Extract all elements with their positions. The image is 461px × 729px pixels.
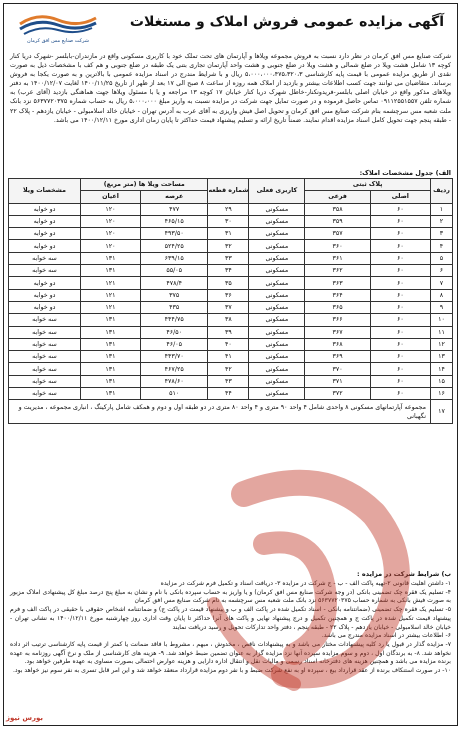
intro-paragraph: شرکت صنایع مس افق کرمان در نظر دارد نسبت به فروش مجموعه ویلاها و آپارتمان های تحت تملک خود با کاربری مسکونی واقع در مازندران-بابلسر -شهرک دریا کنار کوچه ۱۳ شامل هشت ویلا در ضلع شمالی و هشت ویلا در ضلع جنوبی و هشت واحد آپارتمان تجاری بتنی یک طبقه در ضلع جنوبی و هم کف با مشخصات ذیل به صورت نقدی از طریق مزایده عمومی با قیمت پایه کارشناسی ۵،۰۰۰،۰۰۰،۴۷۵،۳۲۰،۳ ریال و با شرایط مندرج در اسناد مزایده عمومی با بالاترین و به صورت یکجا به فروش برساند. متقاضیان می توانند جهت کسب اطلاعات بیشتر و بازدید از املاک همه روزه از ساعت ۸ صبح الی ۱۷ بعد از ظهر از تاریخ ۱۴۰۰/۱۱/۲۵ لغایت ۱۴۰۰/۱۲/۰۷ به دفتر ویلاهای مذکور واقع در خیابان اصلی بابلسر-فریدونکنار-خاطل شهرک دریا کنار خیابان ۱۷ کوچه ۱۳ مراجعه و یا با مسئول ویلاها جهت هماهنگی بازدید (آقای عرب) به شماره تلفن ۰۹۱۱۲۵۵۱۵۵۷ تماس حاصل فرموده و در صورت تمایل جهت شرکت در مزایده نسبت به واریز مبلغ ۵،۰۰۰،۰۰۰ ریال به حساب شماره ۵۶۳۷۷۲۰۳۷۵ نزد بانک ملت شعبه مس سرچشمه بنام شرکت صنایع مس افق کرمان و تحویل اصل فیش واریزی به آقای عرب به آدرس تهران - خیابان خالد اسلامبولی - خیابان یازدهم - پلاک ۲۲ - طبقه پنجم جهت تحویل کامل اسناد مزایده اقدام نمایند. ضمناً تاریخ ارائه و تسلیم پیشنهاد قیمت حداکثر تا پایان زمان اداری مورخ ۱۴۰۰/۱۲/۱۱ می باشد. xyxy=(10,53,452,124)
header-villa-spec: مشخصات ویلا xyxy=(9,179,81,204)
cell-building-area: ۱۳۱ xyxy=(81,314,141,326)
cell-building-area: ۱۲۱ xyxy=(81,277,141,289)
assets-table xyxy=(8,178,453,424)
table-row xyxy=(9,375,453,387)
logo-caption: شرکت صنایع مس افق کرمان xyxy=(27,38,89,44)
cell-row-number: ۶ xyxy=(431,265,453,277)
cell-building-area: ۱۲۱ xyxy=(81,301,141,313)
cell-unit-number: ۴۰ xyxy=(208,338,249,350)
cell-unit-number: ۳۸ xyxy=(208,314,249,326)
cell-villa-spec: سه خوابه xyxy=(9,388,81,400)
cell-usage: مسکونی xyxy=(249,338,305,350)
cell-villa-spec: سه خوابه xyxy=(9,375,81,387)
cell-row-number: ۲ xyxy=(431,215,453,227)
cell-land-area: ۳۷۵ xyxy=(140,289,207,301)
cell-villa-spec: سه خوابه xyxy=(9,351,81,363)
cell-row-number: ۱۴ xyxy=(431,363,453,375)
cell-plak-main: ۶۰ xyxy=(370,228,430,240)
table-row xyxy=(9,228,453,240)
cell-plak-main: ۶۰ xyxy=(370,338,430,350)
cell-villa-spec: سه خوابه xyxy=(9,326,81,338)
cell-land-area: ۵۲۴/۲۵ xyxy=(140,240,207,252)
table-row xyxy=(9,203,453,215)
cell-plak-sub: ۳۷۰ xyxy=(305,363,370,375)
assets-table-body xyxy=(9,203,453,424)
cell-row-number: ۱ xyxy=(431,203,453,215)
cell-plak-main: ۶۰ xyxy=(370,215,430,227)
cell-plak-sub: ۳۶۸ xyxy=(305,338,370,350)
cell-plak-main: ۶۰ xyxy=(370,388,430,400)
cell-row-number: ۵ xyxy=(431,252,453,264)
header-building-area: اعیان xyxy=(81,191,141,203)
cell-building-area: ۱۲۱ xyxy=(81,289,141,301)
cell-building-area: ۱۳۱ xyxy=(81,326,141,338)
cell-building-area: ۱۲۰ xyxy=(81,203,141,215)
cell-plak-sub: ۳۷۱ xyxy=(305,375,370,387)
cell-building-area: ۱۲۰ xyxy=(81,240,141,252)
cell-usage: مسکونی xyxy=(249,215,305,227)
cell-plak-main: ۶۰ xyxy=(370,252,430,264)
cell-usage: مسکونی xyxy=(249,277,305,289)
cell-row-number: ۱۰ xyxy=(431,314,453,326)
table-row xyxy=(9,289,453,301)
cell-land-area: ۴۹۳/۵۰ xyxy=(140,228,207,240)
cell-plak-main: ۶۰ xyxy=(370,240,430,252)
cell-land-area: ۴۶/۵۰ xyxy=(140,326,207,338)
header-plak: پلاک ثبتی xyxy=(305,179,431,191)
cell-land-area: ۴۷۸/۶۰ xyxy=(140,375,207,387)
table-row-apartments xyxy=(9,400,453,424)
cell-land-area: ۴۴۴/۷۵ xyxy=(140,314,207,326)
header-usage: کاربری فعلی xyxy=(249,179,305,204)
cell-plak-sub: ۳۶۹ xyxy=(305,351,370,363)
cell-unit-number: ۳۴ xyxy=(208,265,249,277)
cell-usage: مسکونی xyxy=(249,289,305,301)
cell-building-area: ۱۲۰ xyxy=(81,228,141,240)
company-logo xyxy=(10,8,106,48)
cell-usage: مسکونی xyxy=(249,363,305,375)
cell-building-area: ۱۳۱ xyxy=(81,265,141,277)
cell-row-number: ۱۱ xyxy=(431,326,453,338)
cell-villa-spec: دو خوابه xyxy=(9,215,81,227)
cell-row-number: ۱۷ xyxy=(431,400,453,424)
cell-plak-sub: ۳۵۹ xyxy=(305,215,370,227)
condition-item: ۴- تسلیم یک فقره چک تضمینی بانکی (در وجه شرکت صنایع مس افق کرمان) و یا واریز به حساب سپرده بانکی با نام و نشان به مبلغ پنج درصد مبلغ کل پیشنهادی املاک مزبور به صورت فیش بانکی به شماره حساب ۵۶۳۷۷۲۰۳۷۵ نزد بانک ملت شعبه مس سرچشمه به نام شرکت صنایع مس افق کرمان xyxy=(10,588,451,605)
cell-plak-sub: ۳۶۲ xyxy=(305,265,370,277)
cell-usage: مسکونی xyxy=(249,228,305,240)
cell-land-area: ۵۵/۰۵ xyxy=(140,265,207,277)
cell-land-area: ۶۳۹/۱۵ xyxy=(140,252,207,264)
cell-unit-number: ۳۵ xyxy=(208,277,249,289)
cell-unit-number: ۳۹ xyxy=(208,326,249,338)
cell-plak-main: ۶۰ xyxy=(370,326,430,338)
condition-item: ۱۰- در صورت استنکاف برنده از عقد قرارداد بیع ، سپرده او به نفع شرکت ضبط و با نفر دوم مزایده قرارداد منعقد خواهد شد و این امر قابل تسری به نفر سوم نیز خواهد بود. xyxy=(12,667,451,675)
cell-row-number: ۱۳ xyxy=(431,351,453,363)
table-row xyxy=(9,326,453,338)
header-unit-number: شماره قطعه xyxy=(208,179,249,204)
cell-land-area: ۴۷۷ xyxy=(140,203,207,215)
cell-building-area: ۱۳۱ xyxy=(81,375,141,387)
cell-land-area: ۵۱۰ xyxy=(140,388,207,400)
source-brand: بورس نیوز xyxy=(6,714,44,722)
cell-usage: مسکونی xyxy=(249,314,305,326)
cell-row-number: ۱۶ xyxy=(431,388,453,400)
cell-plak-sub: ۳۶۱ xyxy=(305,252,370,264)
cell-villa-spec: دو خوابه xyxy=(9,203,81,215)
cell-usage: مسکونی xyxy=(249,351,305,363)
auction-notice xyxy=(3,3,458,726)
cell-usage: مسکونی xyxy=(249,326,305,338)
notice-title: آگهی مزایده عمومی فروش املاک و مستغلات xyxy=(129,14,445,30)
cell-villa-spec: سه خوابه xyxy=(9,265,81,277)
header-row-number: ردیف xyxy=(431,179,453,204)
cell-plak-sub: ۳۶۵ xyxy=(305,301,370,313)
table-row xyxy=(9,265,453,277)
cell-plak-main: ۶۰ xyxy=(370,289,430,301)
cell-unit-number: ۳۱ xyxy=(208,228,249,240)
cell-plak-sub: ۳۶۴ xyxy=(305,289,370,301)
cell-row-number: ۷ xyxy=(431,277,453,289)
cell-row-number: ۹ xyxy=(431,301,453,313)
cell-plak-main: ۶۰ xyxy=(370,363,430,375)
cell-unit-number: ۳۰ xyxy=(208,215,249,227)
condition-item: ۶- اطلاعات بیشتر در اسناد مزایده مندرج می باشد. xyxy=(321,632,451,640)
cell-plak-sub: ۳۶۳ xyxy=(305,277,370,289)
table-row xyxy=(9,363,453,375)
cell-land-area: ۴۶۵/۱۵ xyxy=(140,215,207,227)
cell-plak-main: ۶۰ xyxy=(370,301,430,313)
table-row xyxy=(9,240,453,252)
cell-villa-spec: دو خوابه xyxy=(9,301,81,313)
conditions-title: ب) شرایط شرکت در مزایده : xyxy=(357,570,451,578)
cell-building-area: ۱۳۱ xyxy=(81,363,141,375)
table-row xyxy=(9,351,453,363)
cell-usage: مسکونی xyxy=(249,301,305,313)
cell-land-area: ۴۶/۰۵ xyxy=(140,338,207,350)
cell-unit-number: ۲۹ xyxy=(208,203,249,215)
cell-row-number: ۱۵ xyxy=(431,375,453,387)
cell-unit-number: ۳۷ xyxy=(208,301,249,313)
cell-usage: مسکونی xyxy=(249,252,305,264)
cell-plak-main: ۶۰ xyxy=(370,351,430,363)
cell-villa-spec: سه خوابه xyxy=(9,363,81,375)
cell-land-area: ۴۷۸/۴ xyxy=(140,277,207,289)
conditions-list xyxy=(10,580,451,676)
cell-building-area: ۱۳۱ xyxy=(81,351,141,363)
cell-plak-main: ۶۰ xyxy=(370,265,430,277)
table-row xyxy=(9,277,453,289)
cell-usage: مسکونی xyxy=(249,265,305,277)
cell-plak-main: ۶۰ xyxy=(370,375,430,387)
cell-unit-number: ۴۲ xyxy=(208,363,249,375)
table-row xyxy=(9,215,453,227)
cell-unit-number: ۴۳ xyxy=(208,375,249,387)
cell-land-area: ۴۳۵ xyxy=(140,301,207,313)
cell-unit-number: ۴۴ xyxy=(208,388,249,400)
cell-plak-sub: ۳۷۲ xyxy=(305,388,370,400)
cell-plak-sub: ۳۶۶ xyxy=(305,314,370,326)
header-land-area: عرصه xyxy=(140,191,207,203)
cell-land-area: ۴۶۷/۲۵ xyxy=(140,363,207,375)
header xyxy=(4,4,457,50)
cell-building-area: ۱۳۱ xyxy=(81,388,141,400)
cell-villa-spec: سه خوابه xyxy=(9,314,81,326)
cell-unit-number: ۳۳ xyxy=(208,252,249,264)
cell-villa-spec: دو خوابه xyxy=(9,240,81,252)
cell-apartments-description: مجموعه آپارتمانهای مسکونی ۸ واحدی شامل ۴ واحد ۹۰ متری و ۴ واحد ۸۰ متری در دو طبقه اول و دوم و همکف شامل پارکینگ ، انباری مجموعه ، مدیریت و نگهبانی xyxy=(9,400,431,424)
cell-unit-number: ۳۶ xyxy=(208,289,249,301)
cell-building-area: ۱۳۱ xyxy=(81,338,141,350)
table-row xyxy=(9,252,453,264)
condition-item: ۱- داشتن اهلیت قانونی ۲-تهیه پاکت الف - ب - ج شرکت در مزایده ۳- دریافت اسناد و تکمیل فرم شرکت در مزایده xyxy=(160,580,451,587)
table-row xyxy=(9,301,453,313)
cell-row-number: ۱۲ xyxy=(431,338,453,350)
cell-villa-spec: دو خوابه xyxy=(9,228,81,240)
cell-usage: مسکونی xyxy=(249,203,305,215)
cell-building-area: ۱۲۰ xyxy=(81,215,141,227)
cell-plak-main: ۶۰ xyxy=(370,314,430,326)
cell-plak-sub: ۳۵۷ xyxy=(305,228,370,240)
logo-waves-icon xyxy=(10,8,106,38)
header-plak-sub: فرعی xyxy=(305,191,370,203)
table-caption: الف) جدول مشخصات املاک: xyxy=(359,169,451,177)
cell-unit-number: ۳۲ xyxy=(208,240,249,252)
cell-unit-number: ۴۱ xyxy=(208,351,249,363)
cell-villa-spec: دو خوابه xyxy=(9,277,81,289)
cell-row-number: ۳ xyxy=(431,228,453,240)
condition-item: ۵- تسلیم یک فقره چک تضمینی (ضمانتنامه بانکی - اسناد تکمیل شده در پاکت الف و ب و پیشنهاد قیمت در پاکت ج) و ضمانتنامه اشخاص حقوقی با حقیقی در پاکت الف و فرم پیشنهاد قیمت تکمیل شده در پاکت ج و همچنین تکمیل و درج پیشنهاد نهایی و پاکت های آنرا حداکثر تا پایان وقت اداری روز چهارشنبه مورخ ۱۴۰۰/۱۲/۱۱ به نشانی تهران - خیابان خالد اسلامبولی - خیابان یازدهم - پلاک ۲۲ - طبقه پنجم ، دفتر واحد تدارکات تحویل و رسید دریافت نمایند xyxy=(10,606,451,631)
cell-villa-spec: سه خوابه xyxy=(9,338,81,350)
cell-row-number: ۴ xyxy=(431,240,453,252)
cell-usage: مسکونی xyxy=(249,375,305,387)
cell-building-area: ۱۳۱ xyxy=(81,252,141,264)
cell-villa-spec: سه خوابه xyxy=(9,252,81,264)
table-row xyxy=(9,388,453,400)
cell-plak-main: ۶۰ xyxy=(370,277,430,289)
cell-usage: مسکونی xyxy=(249,240,305,252)
cell-plak-sub: ۳۶۰ xyxy=(305,240,370,252)
cell-row-number: ۸ xyxy=(431,289,453,301)
cell-usage: مسکونی xyxy=(249,388,305,400)
cell-plak-main: ۶۰ xyxy=(370,203,430,215)
table-row xyxy=(9,338,453,350)
header-area: مساحت ویلا ها (متر مربع) xyxy=(81,179,208,191)
header-plak-main: اصلی xyxy=(370,191,430,203)
condition-item: ۷- مزایده گذار در قبول یا رد کلیه پیشنهادات مختار می باشد و به پیشنهادات ناقص ، مخدوش ، مبهم ، مشروط با فاقد ضمانت یا کمتر از قیمت پایه کارشناسی ترتیب اثر داده نخواهد شد. ۸- به برندگان اول ، دوم و سوم مزایده سپرده آنها نزد مزایده گزار به عنوان تضمین ضبط خواهد شد. ۹- هزینه های کارشناسی از ملک و نرخ آگهی روزنامه به عهده برنده مزایده می باشد و همچنین هزینه های دفترخانه اسناد رسمی و مالیات نقل و انتقال اداره دارایی و هزینه عوارض احتمالی بصورت مساوی به عهده طرفین خواهد بود. xyxy=(10,640,451,666)
cell-plak-sub: ۳۶۷ xyxy=(305,326,370,338)
cell-land-area: ۴۴۳/۷۰ xyxy=(140,351,207,363)
cell-plak-sub: ۳۵۸ xyxy=(305,203,370,215)
cell-villa-spec: دو خوابه xyxy=(9,289,81,301)
table-row xyxy=(9,314,453,326)
